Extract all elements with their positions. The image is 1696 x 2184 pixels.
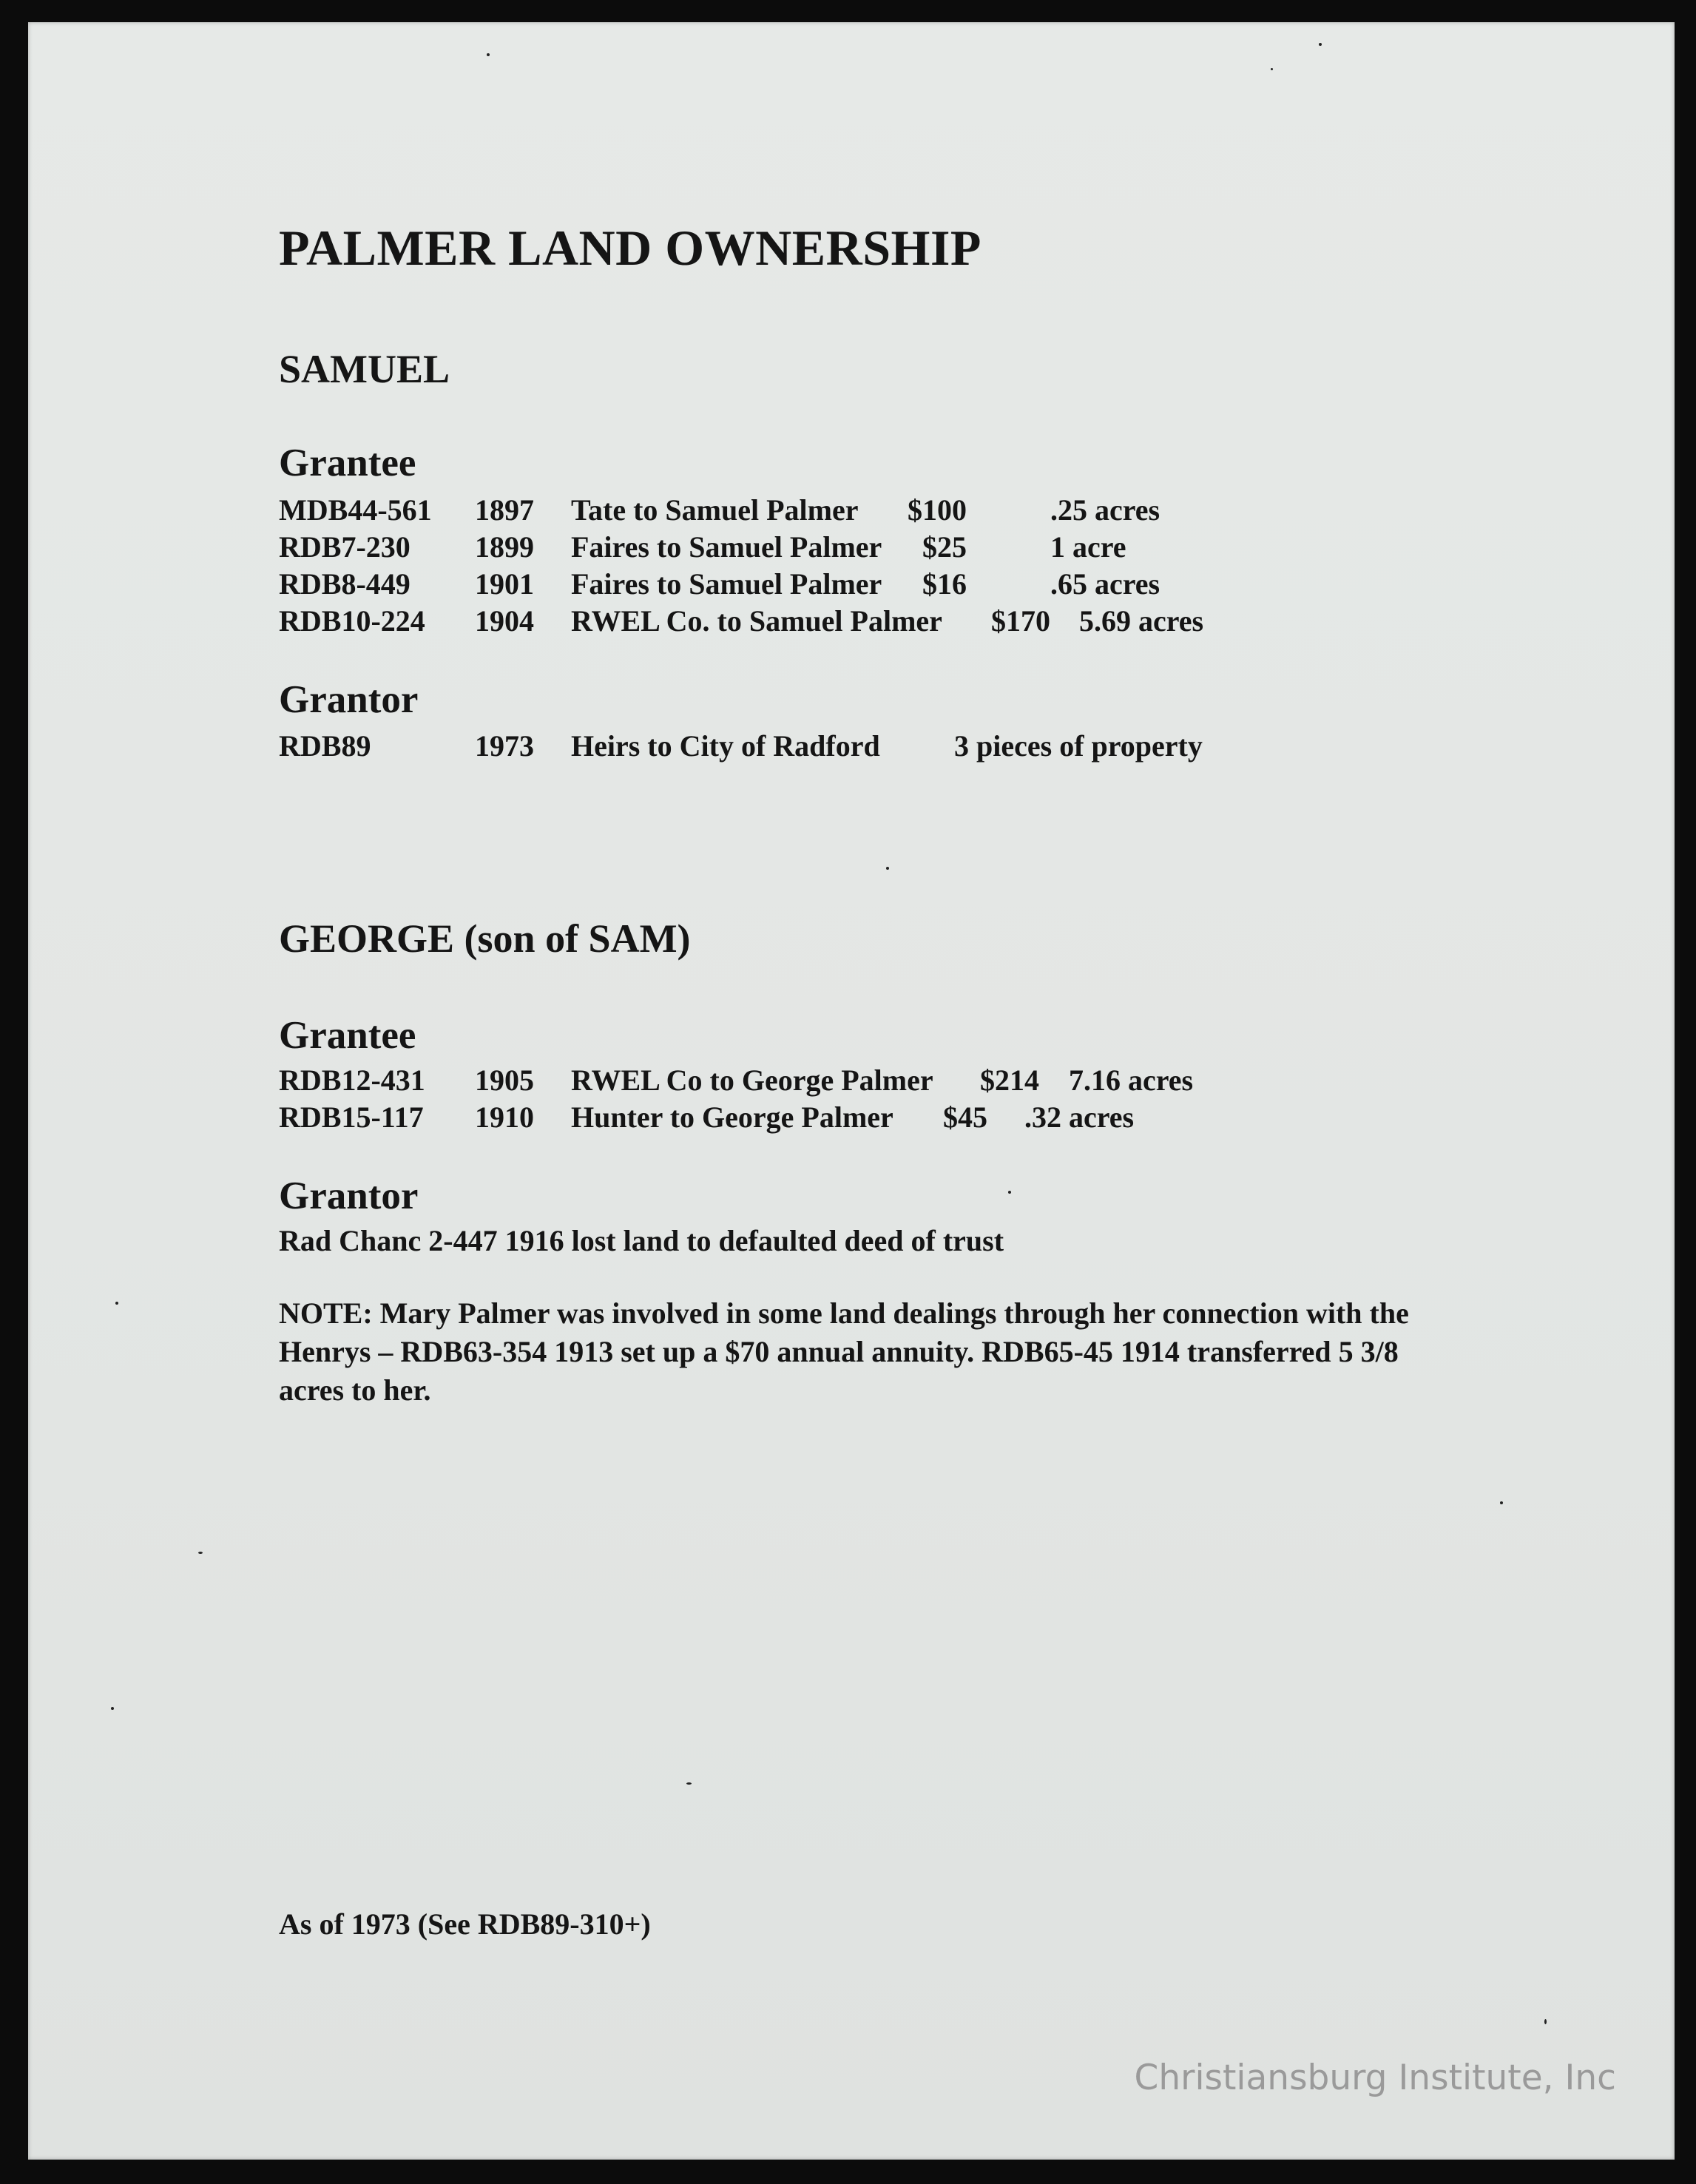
note-paragraph [279, 1294, 1551, 1410]
deed-ref: RDB8-449 [279, 567, 411, 601]
paper-speck [886, 867, 889, 870]
note-line: acres to her. [279, 1373, 431, 1407]
deed-year: 1897 [475, 493, 534, 527]
deed-price: $100 [908, 493, 967, 527]
paper-speck [487, 53, 490, 56]
deed-ref: RDB15-117 [279, 1101, 424, 1134]
deed-ref: RDB12-431 [279, 1064, 425, 1097]
deed-year: 1899 [475, 530, 534, 564]
grantor-heading: Grantor [279, 1174, 419, 1217]
grantor-heading: Grantor [279, 678, 419, 721]
deed-area: 5.69 acres [1079, 604, 1204, 638]
deed-description: Faires to Samuel Palmer [571, 530, 882, 564]
deed-area: 3 pieces of property [954, 729, 1203, 763]
note-line: NOTE: Mary Palmer was involved in some land dealings through her connection with the [279, 1296, 1409, 1330]
deed-price: $170 [991, 604, 1050, 638]
deed-area: 1 acre [1050, 530, 1126, 564]
deed-description: RWEL Co to George Palmer [571, 1064, 933, 1097]
footer-note: As of 1973 (See RDB89-310+) [279, 1907, 651, 1941]
deed-price: $45 [943, 1101, 987, 1134]
watermark: Christiansburg Institute, Inc [1134, 2058, 1616, 2098]
person-heading-george: GEORGE (son of SAM) [279, 916, 691, 961]
paper-speck [111, 1707, 114, 1710]
grantor-entry: Rad Chanc 2-447 1916 lost land to defaulted deed of trust [279, 1224, 1004, 1257]
paper-speck [115, 1302, 118, 1305]
deed-year: 1910 [475, 1101, 534, 1134]
deed-year: 1905 [475, 1064, 534, 1097]
deed-price: $25 [922, 530, 967, 564]
deed-area: .32 acres [1024, 1101, 1135, 1134]
deed-area: 7.16 acres [1069, 1064, 1194, 1097]
deed-area: .25 acres [1050, 493, 1160, 527]
deed-ref: RDB10-224 [279, 604, 425, 638]
page-title: PALMER LAND OWNERSHIP [279, 220, 982, 276]
deed-area: .65 acres [1050, 567, 1160, 601]
deed-ref: RDB89 [279, 729, 371, 763]
deed-description: Hunter to George Palmer [571, 1101, 893, 1134]
grantee-heading: Grantee [279, 442, 416, 484]
deed-price: $16 [922, 567, 967, 601]
note-line: Henrys – RDB63-354 1913 set up a $70 annual annuity. RDB65-45 1914 transferred 5 3/8 [279, 1335, 1399, 1368]
deed-description: Faires to Samuel Palmer [571, 567, 882, 601]
paper-speck [1319, 43, 1322, 46]
deed-description: Heirs to City of Radford [571, 729, 880, 763]
paper-speck [198, 1552, 203, 1554]
deed-description: RWEL Co. to Samuel Palmer [571, 604, 942, 638]
deed-year: 1901 [475, 567, 534, 601]
deed-description: Tate to Samuel Palmer [571, 493, 859, 527]
paper-speck [1544, 2019, 1547, 2024]
deed-year: 1973 [475, 729, 534, 763]
paper-speck [1500, 1501, 1503, 1504]
deed-price: $214 [980, 1064, 1039, 1097]
paper-speck [686, 1782, 692, 1785]
person-heading-samuel: SAMUEL [279, 347, 450, 391]
paper-speck [1008, 1191, 1011, 1194]
deed-ref: MDB44-561 [279, 493, 432, 527]
deed-year: 1904 [475, 604, 534, 638]
grantee-heading: Grantee [279, 1014, 416, 1057]
deed-ref: RDB7-230 [279, 530, 411, 564]
paper-speck [1271, 68, 1273, 70]
